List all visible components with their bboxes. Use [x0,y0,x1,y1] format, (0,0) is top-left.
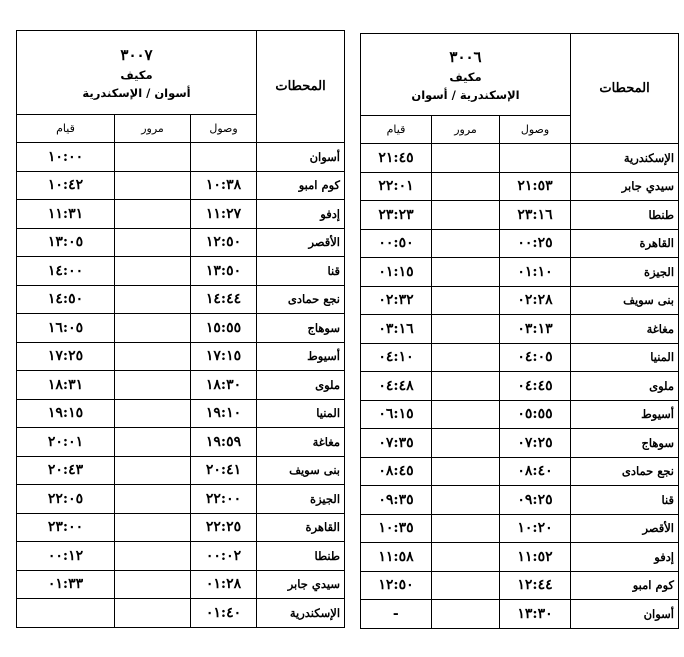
departure-time-cell: ٠٠:١٢ [17,542,115,571]
departure-time-cell: ٠٤:١٠ [361,343,432,372]
arrival-time-cell: ١٣:٥٠ [191,257,257,286]
arrival-time-cell: ١١:٢٧ [191,200,257,229]
arrival-time-cell: ٠٥:٥٥ [500,400,571,429]
passing-time-cell [115,342,191,371]
departure-time-cell: ١٦:٠٥ [17,314,115,343]
table-row [361,258,679,287]
train-route: أسوان / الإسكندرية [82,85,191,100]
arrival-time-cell: ١١:٥٢ [500,543,571,572]
arrival-time-cell: ٠٨:٤٠ [500,457,571,486]
departure-time-cell: - [361,600,432,629]
arrival-time-cell: ٠٤:٤٥ [500,372,571,401]
table-row [17,428,345,457]
table-row [361,457,679,486]
arrival-time-cell: ١٤:٤٤ [191,285,257,314]
train-class: مكيف [449,69,482,84]
departure-time-cell: ٠٩:٣٥ [361,486,432,515]
table-row [361,429,679,458]
passing-time-cell [432,258,500,287]
departure-time-cell: ٠٧:٣٥ [361,429,432,458]
table-row [17,171,345,200]
passing-time-cell [115,599,191,628]
arrival-time-cell: ٢٠:٤١ [191,456,257,485]
station-cell: الجيزة [571,258,679,287]
station-cell: بنى سويف [571,286,679,315]
departure-time-cell: ١٨:٣١ [17,371,115,400]
table-row [361,372,679,401]
station-cell: بنى سويف [257,456,345,485]
departure-time-cell: ١٣:٠٥ [17,228,115,257]
table-row [17,513,345,542]
train-class: مكيف [120,67,153,82]
passing-time-cell [432,201,500,230]
arrival-time-cell: ١٥:٥٥ [191,314,257,343]
table-row [17,228,345,257]
station-cell: أسوان [571,600,679,629]
station-cell: الأقصر [257,228,345,257]
arrival-time-cell: ١٩:٥٩ [191,428,257,457]
table-row [17,200,345,229]
table-row [17,570,345,599]
passing-time-cell [115,371,191,400]
station-cell: الإسكندرية [257,599,345,628]
departure-time-cell: ١٠:٣٥ [361,514,432,543]
passing-time-cell [432,229,500,258]
passing-time-cell [432,172,500,201]
station-cell: سوهاج [571,429,679,458]
table-row [361,543,679,572]
departure-time-cell: ٠٣:١٦ [361,315,432,344]
passing-time-cell [115,200,191,229]
station-cell: أسيوط [257,342,345,371]
station-cell: الجيزة [257,485,345,514]
departure-time-cell: ٠١:٣٣ [17,570,115,599]
passing-time-cell [115,485,191,514]
passing-time-cell [432,571,500,600]
station-cell: ملوى [571,372,679,401]
table-row [361,172,679,201]
passing-time-cell [432,600,500,629]
table-row [17,542,345,571]
passing-column-header: مرور [432,116,500,144]
train-header [361,34,571,116]
station-cell: طنطا [571,201,679,230]
arrival-time-cell: ١٧:١٥ [191,342,257,371]
departure-time-cell: ٠١:١٥ [361,258,432,287]
departure-time-cell: ٢١:٤٥ [361,144,432,173]
arrival-time-cell: ٠٢:٢٨ [500,286,571,315]
stations-header: المحطات [257,31,345,143]
table-row [17,399,345,428]
passing-time-cell [115,285,191,314]
station-cell: ملوى [257,371,345,400]
departure-column-header: قيام [361,116,432,144]
departure-time-cell: ١٩:١٥ [17,399,115,428]
passing-time-cell [115,570,191,599]
arrival-time-cell: ٠١:٢٨ [191,570,257,599]
arrival-time-cell: ٠٣:١٣ [500,315,571,344]
station-cell: سوهاج [257,314,345,343]
arrival-time-cell [191,143,257,172]
arrival-time-cell: ١٢:٥٠ [191,228,257,257]
passing-time-cell [115,257,191,286]
table-row [17,371,345,400]
passing-time-cell [115,143,191,172]
station-cell: سيدي جابر [571,172,679,201]
table-row [17,485,345,514]
table-row [17,342,345,371]
table-row [17,456,345,485]
passing-time-cell [432,286,500,315]
departure-time-cell: ١٠:٤٢ [17,171,115,200]
table-row [17,599,345,628]
arrival-time-cell: ١٢:٤٤ [500,571,571,600]
station-cell: إدفو [257,200,345,229]
arrival-time-cell: ١٠:٢٠ [500,514,571,543]
arrival-time-cell: ٠٠:٠٢ [191,542,257,571]
departure-time-cell: ٢٠:٤٣ [17,456,115,485]
table-row [17,143,345,172]
arrival-time-cell: ٠٤:٠٥ [500,343,571,372]
station-cell: مغاغة [571,315,679,344]
passing-time-cell [432,315,500,344]
passing-time-cell [115,456,191,485]
departure-time-cell: ٢٣:٢٣ [361,201,432,230]
timetable-3007 [16,30,345,628]
arrival-time-cell: ٠١:٤٠ [191,599,257,628]
table-row [361,229,679,258]
table-row [361,144,679,173]
station-cell: كوم امبو [571,571,679,600]
table-row [361,600,679,629]
passing-time-cell [432,514,500,543]
station-cell: أسيوط [571,400,679,429]
arrival-time-cell: ١٣:٣٠ [500,600,571,629]
departure-time-cell: ٠٤:٤٨ [361,372,432,401]
passing-time-cell [115,399,191,428]
train-number: ٣٠٠٧ [120,45,153,64]
passing-time-cell [115,542,191,571]
table-row [361,486,679,515]
station-cell: المنيا [571,343,679,372]
station-cell: قنا [571,486,679,515]
arrival-time-cell: ٢٢:٠٠ [191,485,257,514]
station-cell: طنطا [257,542,345,571]
passing-time-cell [432,457,500,486]
passing-time-cell [432,543,500,572]
passing-time-cell [432,372,500,401]
departure-time-cell: ١٧:٢٥ [17,342,115,371]
table-row [361,514,679,543]
table-row [17,285,345,314]
station-cell: أسوان [257,143,345,172]
station-cell: نجع حمادى [571,457,679,486]
table-row [361,286,679,315]
passing-time-cell [432,486,500,515]
table-row [361,400,679,429]
station-cell: المنيا [257,399,345,428]
station-cell: قنا [257,257,345,286]
station-cell: كوم امبو [257,171,345,200]
table-row [361,315,679,344]
station-cell: القاهرة [571,229,679,258]
table-row [17,314,345,343]
departure-time-cell: ١٢:٥٠ [361,571,432,600]
table-row [17,257,345,286]
passing-time-cell [432,429,500,458]
station-cell: مغاغة [257,428,345,457]
timetable-3006 [360,33,679,629]
departure-time-cell: ٠٠:٥٠ [361,229,432,258]
departure-time-cell: ٢٢:٠١ [361,172,432,201]
train-route: الإسكندرية / أسوان [411,87,520,102]
arrival-time-cell: ٠٩:٢٥ [500,486,571,515]
departure-time-cell [17,599,115,628]
departure-time-cell: ١٠:٠٠ [17,143,115,172]
arrival-time-cell: ٠٧:٢٥ [500,429,571,458]
arrival-time-cell: ٢٢:٢٥ [191,513,257,542]
arrival-time-cell: ٠٠:٢٥ [500,229,571,258]
station-cell: الإسكندرية [571,144,679,173]
departure-time-cell: ١١:٣١ [17,200,115,229]
passing-time-cell [115,171,191,200]
departure-time-cell: ٠٢:٣٢ [361,286,432,315]
arrival-column-header: وصول [191,115,257,143]
passing-time-cell [432,144,500,173]
arrival-time-cell: ٢١:٥٣ [500,172,571,201]
stations-header: المحطات [571,34,679,144]
passing-time-cell [115,314,191,343]
station-cell: إدفو [571,543,679,572]
train-header [17,31,257,115]
arrival-time-cell: ١٠:٣٨ [191,171,257,200]
passing-column-header: مرور [115,115,191,143]
table-row [361,343,679,372]
departure-time-cell: ٢٢:٠٥ [17,485,115,514]
arrival-time-cell: ١٨:٣٠ [191,371,257,400]
departure-time-cell: ٢٠:٠١ [17,428,115,457]
arrival-time-cell: ٠١:١٠ [500,258,571,287]
passing-time-cell [115,513,191,542]
table-row [361,571,679,600]
passing-time-cell [432,400,500,429]
passing-time-cell [115,228,191,257]
arrival-time-cell: ١٩:١٠ [191,399,257,428]
passing-time-cell [115,428,191,457]
station-cell: نجع حمادى [257,285,345,314]
table-row [361,201,679,230]
passing-time-cell [432,343,500,372]
departure-time-cell: ٠٦:١٥ [361,400,432,429]
departure-time-cell: ٠٨:٤٥ [361,457,432,486]
station-cell: القاهرة [257,513,345,542]
station-cell: الأقصر [571,514,679,543]
departure-column-header: قيام [17,115,115,143]
train-number: ٣٠٠٦ [449,47,482,66]
arrival-column-header: وصول [500,116,571,144]
arrival-time-cell: ٢٣:١٦ [500,201,571,230]
departure-time-cell: ٢٣:٠٠ [17,513,115,542]
departure-time-cell: ١٤:٥٠ [17,285,115,314]
departure-time-cell: ١٤:٠٠ [17,257,115,286]
arrival-time-cell [500,144,571,173]
station-cell: سيدي جابر [257,570,345,599]
departure-time-cell: ١١:٥٨ [361,543,432,572]
